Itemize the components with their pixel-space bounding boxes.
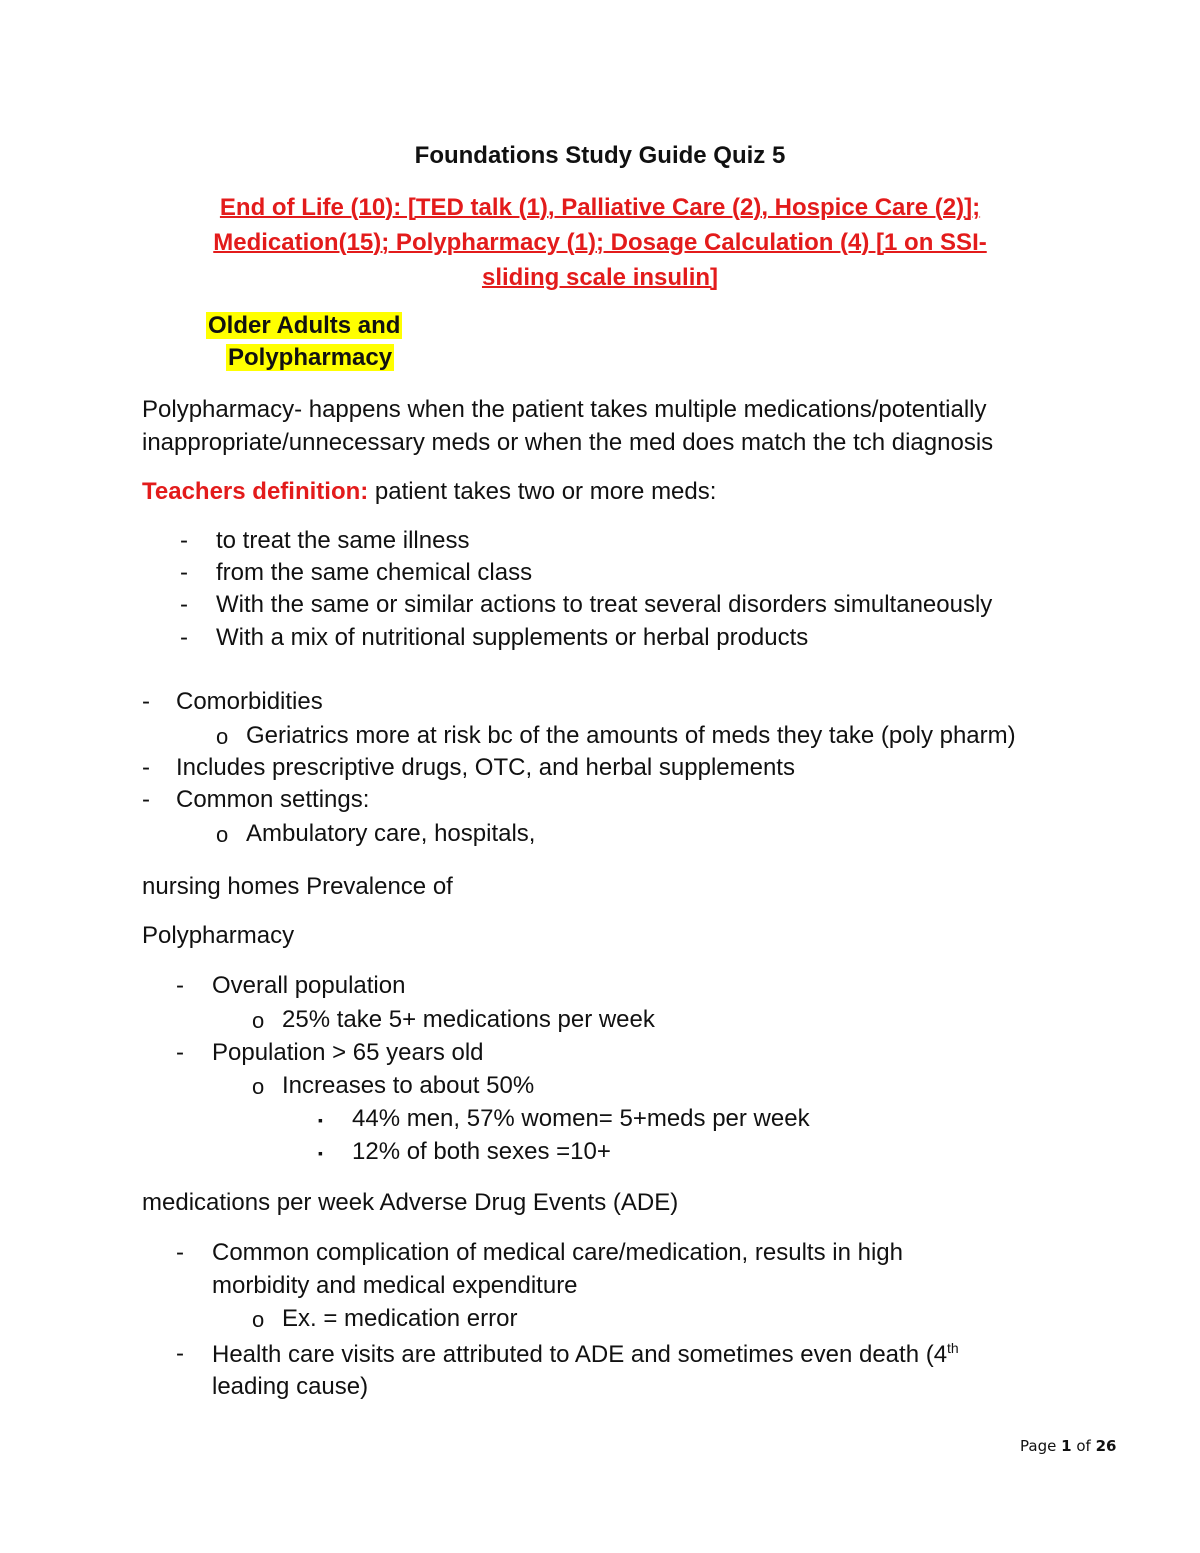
- teacher-item: to treat the same illness: [216, 527, 470, 554]
- over65-sub-item: Increases to about 50%: [282, 1072, 535, 1099]
- teacher-item: With the same or similar actions to treat several disorders simultaneously: [216, 591, 993, 618]
- square-bullet-icon: ▪: [318, 1112, 323, 1128]
- settings-item: Common settings:: [176, 786, 370, 813]
- dash-bullet: -: [142, 754, 150, 781]
- topics-line-1: End of Life (10): [TED talk (1), Palliative Care (2), Hospice Care (2)];: [219, 194, 981, 221]
- medications-line: medications per week Adverse Drug Events (ADE): [142, 1189, 679, 1216]
- circle-bullet-icon: o: [216, 822, 229, 847]
- section-heading-line-1: Older Adults and: [208, 312, 401, 339]
- teacher-definition: [142, 478, 716, 506]
- men-women-item: 44% men, 57% women= 5+meds per week: [352, 1105, 810, 1132]
- dash-bullet: -: [176, 1340, 184, 1367]
- section-heading-line-2: Polypharmacy: [228, 344, 393, 371]
- teacher-item: from the same chemical class: [216, 559, 533, 586]
- dash-bullet: -: [176, 972, 184, 999]
- teacher-item: With a mix of nutritional supplements or herbal products: [216, 624, 809, 651]
- comorbidities-item: Comorbidities: [176, 688, 323, 715]
- both-sexes-item: 12% of both sexes =10+: [352, 1138, 611, 1165]
- circle-bullet-icon: o: [252, 1307, 265, 1332]
- polypharmacy-line: Polypharmacy: [142, 922, 295, 949]
- topics-line-2: Medication(15); Polypharmacy (1); Dosage Calculation (4) [1 on SSI-: [213, 229, 987, 256]
- dash-bullet: -: [180, 624, 188, 651]
- overall-sub-item: 25% take 5+ medications per week: [282, 1006, 655, 1033]
- definition-line-1: Polypharmacy- happens when the patient takes multiple medications/potentially: [142, 396, 987, 423]
- includes-item: Includes prescriptive drugs, OTC, and herbal supplements: [176, 754, 795, 781]
- geriatrics-item: Geriatrics more at risk bc of the amounts of meds they take (poly pharm): [246, 722, 1016, 749]
- dash-bullet: -: [142, 786, 150, 813]
- square-bullet-icon: ▪: [318, 1145, 323, 1161]
- definition-line-2: inappropriate/unnecessary meds or when the med does match the tch diagnosis: [142, 429, 994, 456]
- nursing-line: nursing homes Prevalence of: [142, 873, 453, 900]
- ade-common-line-1: Common complication of medical care/medication, results in high: [212, 1239, 903, 1266]
- dash-bullet: -: [142, 688, 150, 715]
- dash-bullet: -: [180, 527, 188, 554]
- circle-bullet-icon: o: [252, 1074, 265, 1099]
- dash-bullet: -: [176, 1239, 184, 1266]
- dash-bullet: -: [180, 591, 188, 618]
- teacher-definition-label: Teachers definition:: [142, 478, 369, 505]
- over65-item: Population > 65 years old: [212, 1039, 484, 1066]
- page-number: Page 1 of 26: [1020, 1437, 1117, 1455]
- ambulatory-item: Ambulatory care, hospitals,: [246, 820, 536, 847]
- topics-line-3: sliding scale insulin]: [481, 264, 719, 291]
- circle-bullet-icon: o: [252, 1008, 265, 1033]
- ade-visits-line-1: Health care visits are attributed to ADE and sometimes even death (4th: [212, 1340, 959, 1368]
- teacher-definition-text: patient takes two or more meds:: [368, 478, 717, 505]
- ordinal-suffix: th: [947, 1340, 959, 1356]
- circle-bullet-icon: o: [216, 724, 229, 749]
- dash-bullet: -: [176, 1039, 184, 1066]
- overall-item: Overall population: [212, 972, 406, 999]
- ade-common-line-2: morbidity and medical expenditure: [212, 1272, 578, 1299]
- document-title: Foundations Study Guide Quiz 5: [414, 142, 786, 169]
- dash-bullet: -: [180, 559, 188, 586]
- ade-example: Ex. = medication error: [282, 1305, 518, 1332]
- ade-visits-line-2: leading cause): [212, 1373, 369, 1400]
